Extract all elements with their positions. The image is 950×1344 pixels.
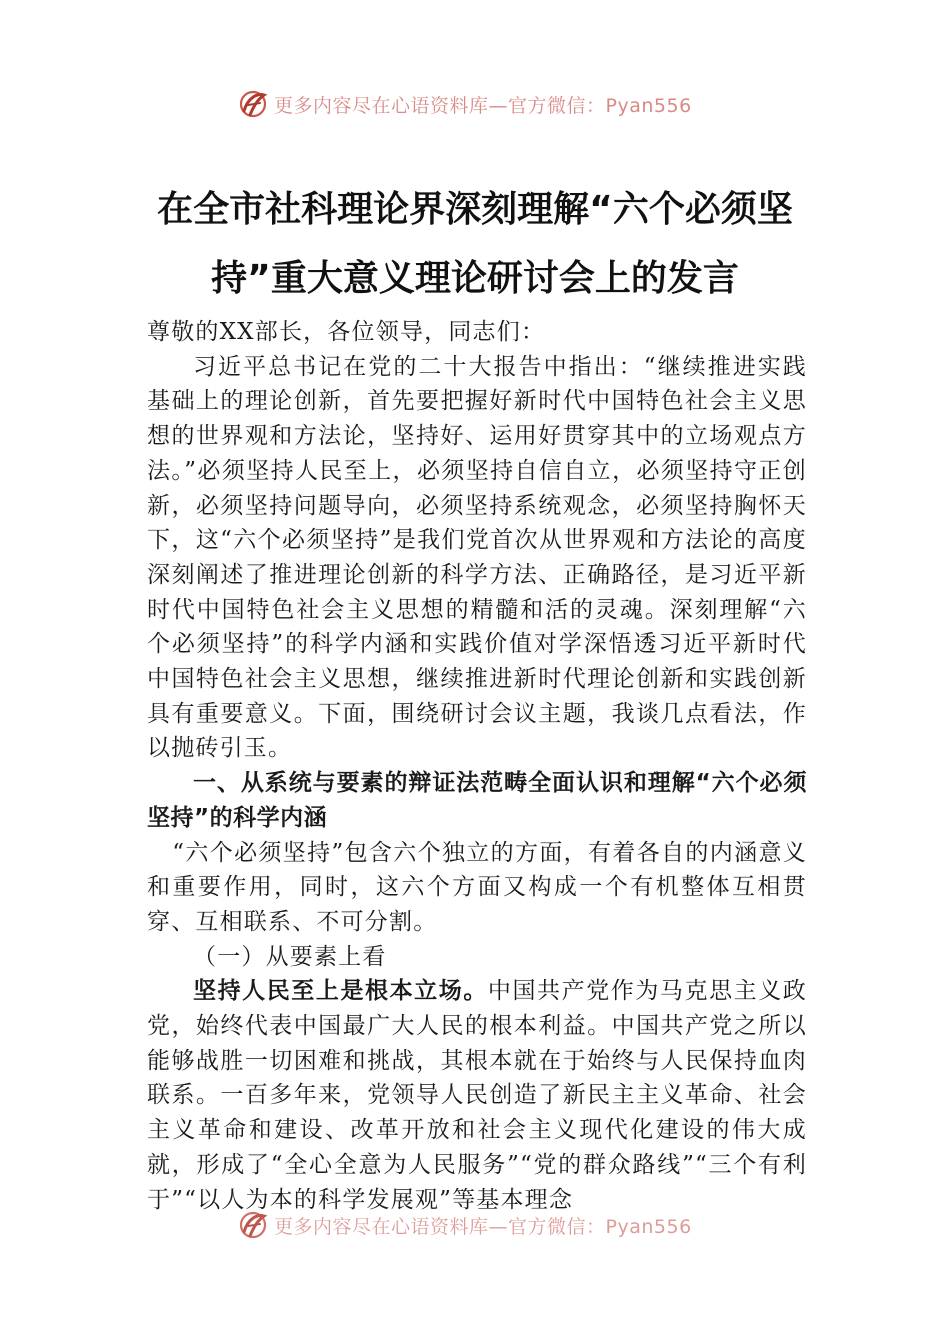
paragraph-lead-sentence: 坚持人民至上是根本立场。 bbox=[193, 978, 488, 1005]
subheading-1: （一）从要素上看 bbox=[193, 943, 387, 970]
watermark-text: 更多内容尽在心语资料库—官方微信：Pyan556 bbox=[274, 94, 692, 117]
red-script-logo-icon bbox=[236, 87, 270, 121]
paragraph-section-1: “六个必须坚持”包含六个独立的方面，有着各自的内涵意义和重要作用，同时，这六个方面又构成一个有机整体互相贯穿、互相联系、不可分割。 bbox=[147, 839, 807, 935]
paragraph-body-text: 中国共产党作为马克思主义政党，始终代表中国最广大人民的根本利益。中国共产党之所以能够战胜一切困难和挑战，其根本就在于始终与人民保持血肉联系。一百多年来，党领导人民创造了新民主主义革命、社会主义革命和建设、改革开放和社会主义现代化建设的伟大成就，形成了“全心全意为人民服务”“党的群众路线”“三个有利于”“以人为本的科学发展观”等基本理念 bbox=[147, 978, 807, 1213]
paragraph-people-first bbox=[147, 974, 807, 1217]
watermark-text: 更多内容尽在心语资料库—官方微信：Pyan556 bbox=[274, 1215, 692, 1238]
section-heading-1: 一、从系统与要素的辩证法范畴全面认识和理解“六个必须坚持”的科学内涵 bbox=[147, 770, 807, 831]
red-script-logo-icon bbox=[236, 1208, 270, 1242]
watermark-header bbox=[236, 86, 692, 122]
watermark-footer bbox=[236, 1207, 692, 1243]
paragraph-intro: 习近平总书记在党的二十大报告中指出：“继续推进实践基础上的理论创新，首先要把握好新时代中国特色社会主义思想的世界观和方法论，坚持好、运用好贯穿其中的立场观点方法。”必须坚持人民至上，必须坚持自信自立，必须坚持守正创新，必须坚持问题导向，必须坚持系统观念，必须坚持胸怀天下，这“六个必须坚持”是我们党首次从世界观和方法论的高度深刻阐述了推进理论创新的科学方法、正确路径，是习近平新时代中国特色社会主义思想的精髓和活的灵魂。深刻理解“六个必须坚持”的科学内涵和实践价值对学深悟透习近平新时代中国特色社会主义思想，继续推进新时代理论创新和实践创新具有重要意义。下面，围绕研讨会议主题，我谈几点看法，作以抛砖引玉。 bbox=[147, 353, 807, 762]
document-title-line-2: 持”重大意义理论研讨会上的发言 bbox=[211, 258, 739, 299]
salutation: 尊敬的XX部长，各位领导，同志们： bbox=[147, 319, 546, 345]
document-title-line-1: 在全市社科理论界深刻理解“六个必须坚 bbox=[157, 189, 793, 230]
document-body bbox=[147, 315, 807, 1217]
